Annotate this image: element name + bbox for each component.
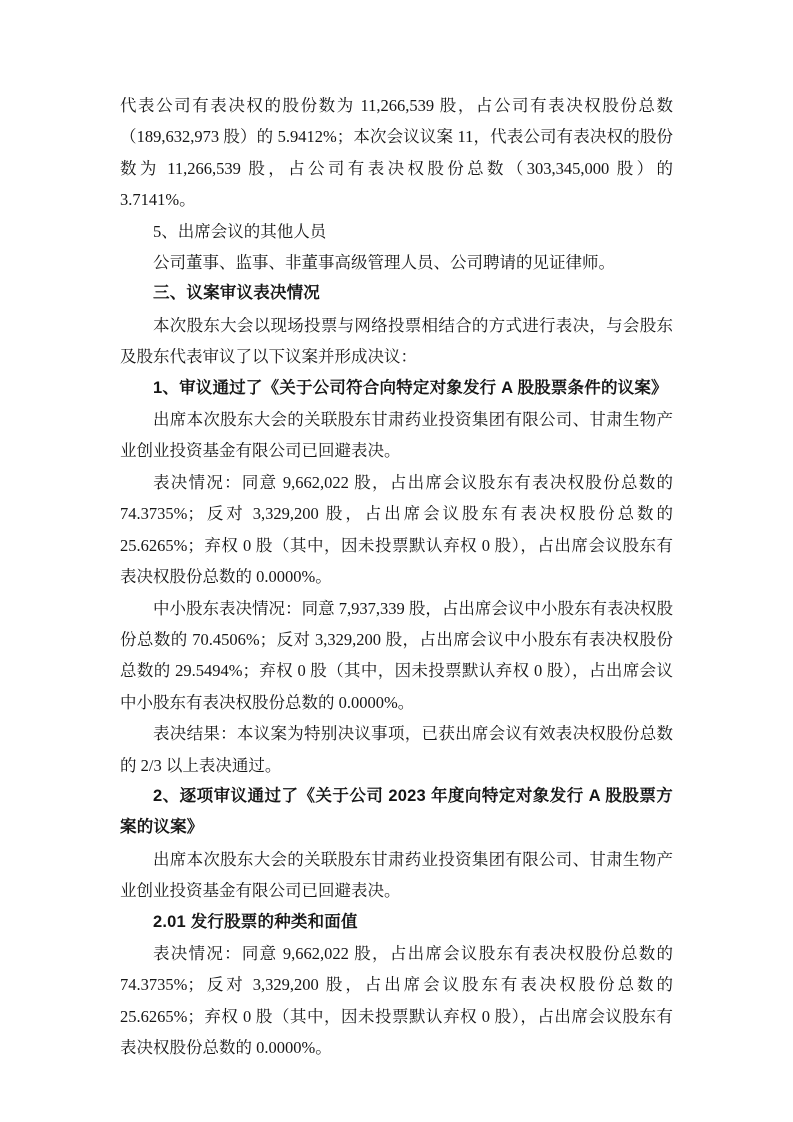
- paragraph-other-attendees: 公司董事、监事、非董事高级管理人员、公司聘请的见证律师。: [153, 253, 615, 273]
- paragraph-proposal1-minority-voting-result: 中小股东表决情况：同意 7,937,339 股，占出席会议中小股东有表决权股份总数的 70.4506%；反对 3,329,200 股，占出席会议中小股东有表决权股份总数的 29.5494%；弃权 0 股（其中，因未投票默认弃权 0 股），占出席会议中小股东有表决权股份总数的 0.0000%。: [120, 598, 673, 712]
- heading-proposal-2: 2、逐项审议通过了《关于公司 2023 年度向特定对象发行 A 股股票方案的议案》: [120, 786, 673, 837]
- paragraph-proposal2-recusal: 出席本次股东大会的关联股东甘肃药业投资集团有限公司、甘肃生物产业创业投资基金有限公司已回避表决。: [120, 849, 673, 901]
- paragraph-proposal1-voting-result: 表决情况：同意 9,662,022 股，占出席会议股东有表决权股份总数的 74.3735%；反对 3,329,200 股，占出席会议股东有表决权股份总数的 25.6265%；弃权 0 股（其中，因未投票默认弃权 0 股），占出席会议股东有表决权股份总数的 0.0000%。: [120, 472, 673, 587]
- heading-proposal-1: 1、审议通过了《关于公司符合向特定对象发行 A 股股票条件的议案》: [153, 378, 668, 397]
- heading-section3-proposal-voting: 三、议案审议表决情况: [153, 284, 320, 303]
- paragraph-proposal2-01-voting-result: 表决情况：同意 9,662,022 股，占出席会议股东有表决权股份总数的 74.3735%；反对 3,329,200 股，占出席会议股东有表决权股份总数的 25.6265%；弃权 0 股（其中，因未投票默认弃权 0 股），占出席会议股东有表决权股份总数的 0.0000%。: [120, 943, 673, 1058]
- paragraph-continuation-voting-shares: 代表公司有表决权的股份数为 11,266,539 股，占公司有表决权股份总数（189,632,973 股）的 5.9412%；本次会议议案 11，代表公司有表决权的股份数为 11,266,539 股，占公司有表决权股份总数（303,345,000 股）的 3.7141%。: [120, 96, 673, 210]
- paragraph-proposal1-recusal: 出席本次股东大会的关联股东甘肃药业投资集团有限公司、甘肃生物产业创业投资基金有限公司已回避表决。: [120, 410, 673, 461]
- document-content: [120, 90, 673, 1064]
- heading-item5-other-attendees: 5、出席会议的其他人员: [153, 221, 327, 241]
- paragraph-voting-method: 本次股东大会以现场投票与网络投票相结合的方式进行表决，与会股东及股东代表审议了以下议案并形成决议：: [120, 315, 673, 367]
- heading-proposal-2-01: 2.01 发行股票的种类和面值: [153, 912, 358, 931]
- paragraph-proposal1-conclusion: 表决结果：本议案为特别决议事项，已获出席会议有效表决权股份总数的 2/3 以上表决通过。: [120, 724, 673, 775]
